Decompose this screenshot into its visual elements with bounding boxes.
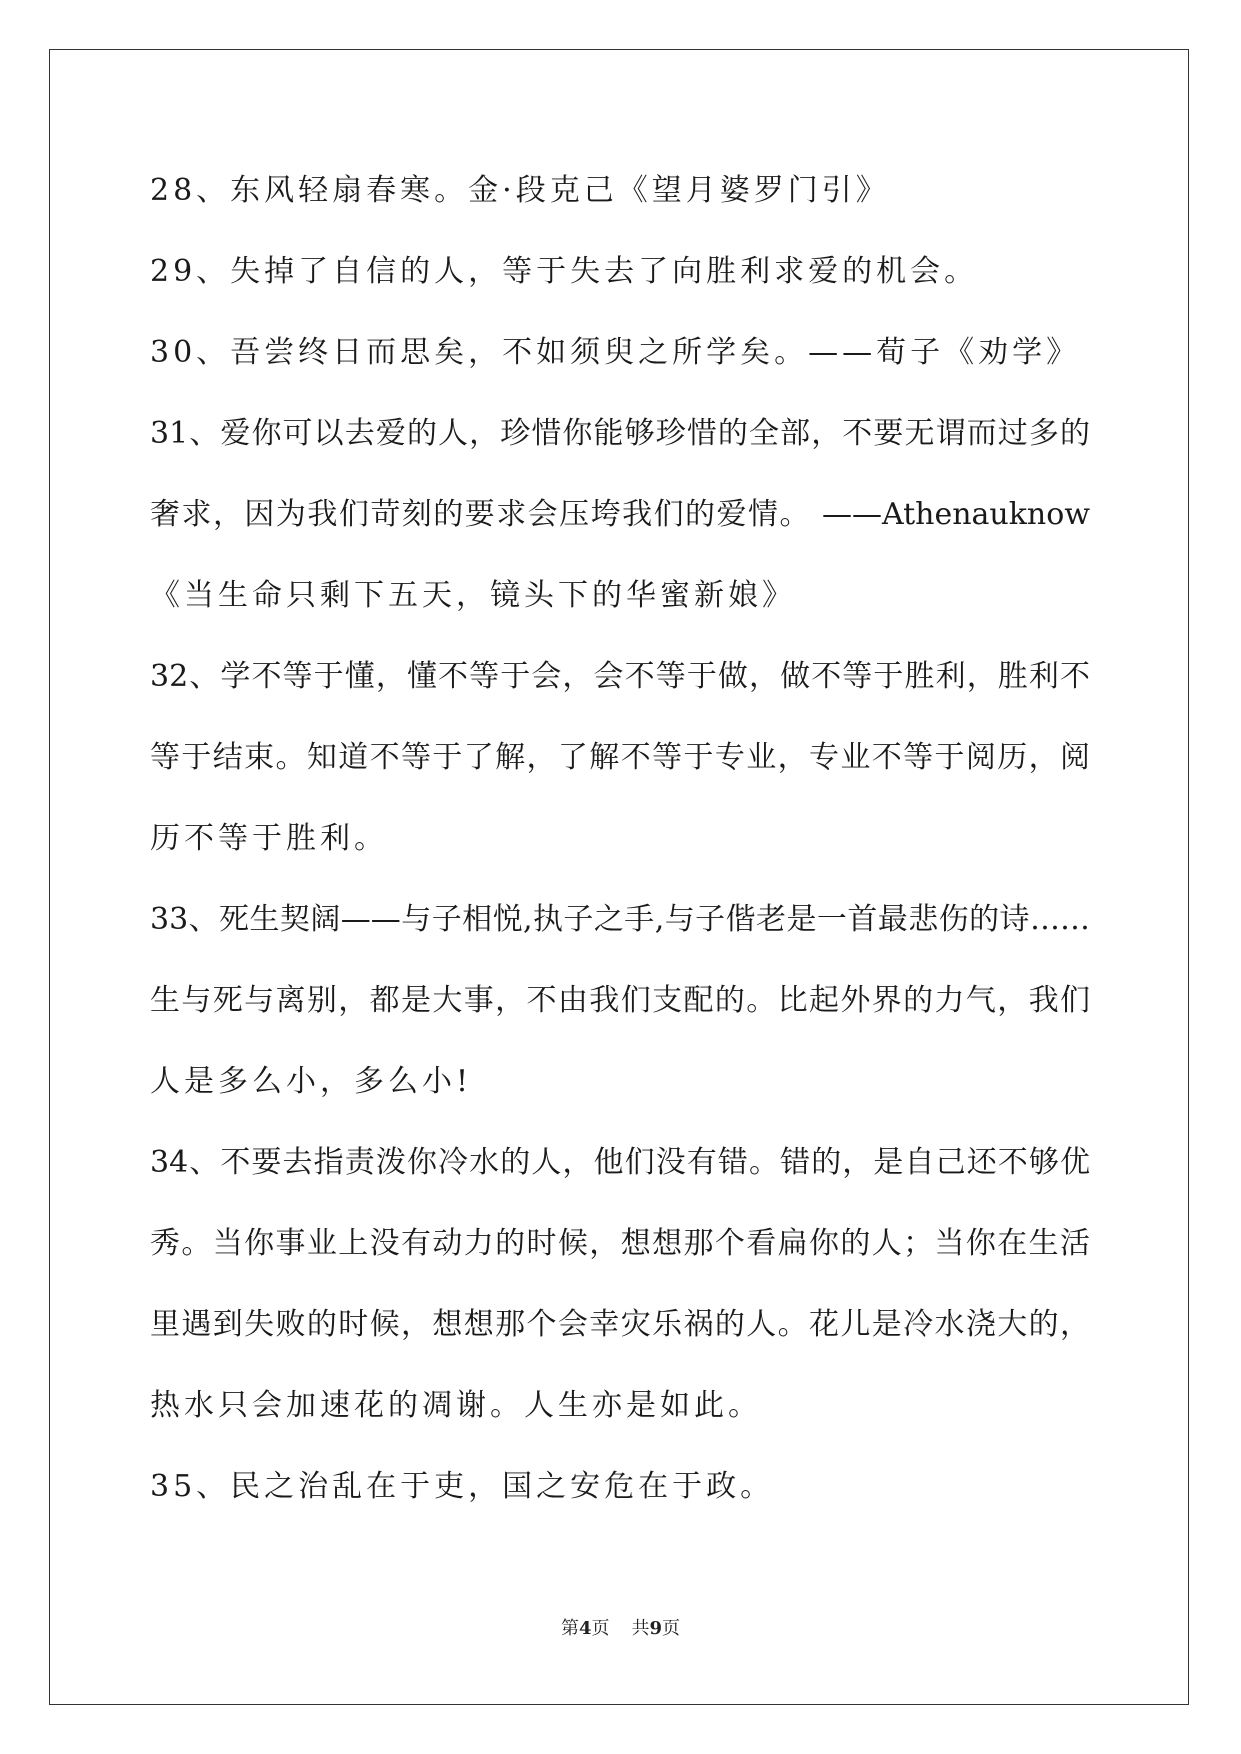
footer-total-prefix: 共 — [631, 1618, 650, 1639]
text-line: 生与死与离别，都是大事，不由我们支配的。比起外界的力气，我们 — [150, 983, 1090, 1018]
footer-page-suffix: 页 — [591, 1618, 610, 1639]
text-line: 《当生命只剩下五天，镜头下的华蜜新娘》 — [150, 578, 796, 613]
text-line: 33、死生契阔——与子相悦,执子之手,与子偕老是一首最悲伤的诗…… — [150, 902, 1090, 937]
text-line: 热水只会加速花的凋谢。人生亦是如此。 — [150, 1388, 762, 1423]
text-line: 30、吾尝终日而思矣，不如须臾之所学矣。——荀子《劝学》 — [150, 335, 1081, 370]
text-line: 奢求，因为我们苛刻的要求会压垮我们的爱情。 ——Athenauknow — [150, 497, 1090, 532]
page-footer — [0, 1617, 1241, 1641]
document-body — [150, 150, 1090, 1527]
text-line: 历不等于胜利。 — [150, 821, 388, 856]
text-line: 里遇到失败的时候，想想那个会幸灾乐祸的人。花儿是冷水浇大的， — [150, 1307, 1090, 1342]
text-line: 28、东风轻扇春寒。金·段克己《望月婆罗门引》 — [150, 173, 890, 208]
total-pages-number: 9 — [649, 1618, 663, 1639]
text-line: 31、爱你可以去爱的人，珍惜你能够珍惜的全部，不要无谓而过多的 — [150, 416, 1090, 451]
text-line: 29、失掉了自信的人，等于失去了向胜利求爱的机会。 — [150, 254, 979, 289]
text-line: 32、学不等于懂，懂不等于会，会不等于做，做不等于胜利，胜利不 — [150, 659, 1090, 694]
footer-total-suffix: 页 — [662, 1618, 681, 1639]
footer-prefix: 第 — [560, 1618, 579, 1639]
text-line: 人是多么小，多么小! — [150, 1064, 473, 1099]
text-line: 34、不要去指责泼你冷水的人，他们没有错。错的，是自己还不够优 — [150, 1145, 1090, 1180]
text-line: 等于结束。知道不等于了解，了解不等于专业，专业不等于阅历，阅 — [150, 740, 1090, 775]
current-page-number: 4 — [578, 1618, 592, 1639]
text-line: 秀。当你事业上没有动力的时候，想想那个看扁你的人；当你在生活 — [150, 1226, 1090, 1261]
text-line: 35、民之治乱在于吏，国之安危在于政。 — [150, 1469, 775, 1504]
